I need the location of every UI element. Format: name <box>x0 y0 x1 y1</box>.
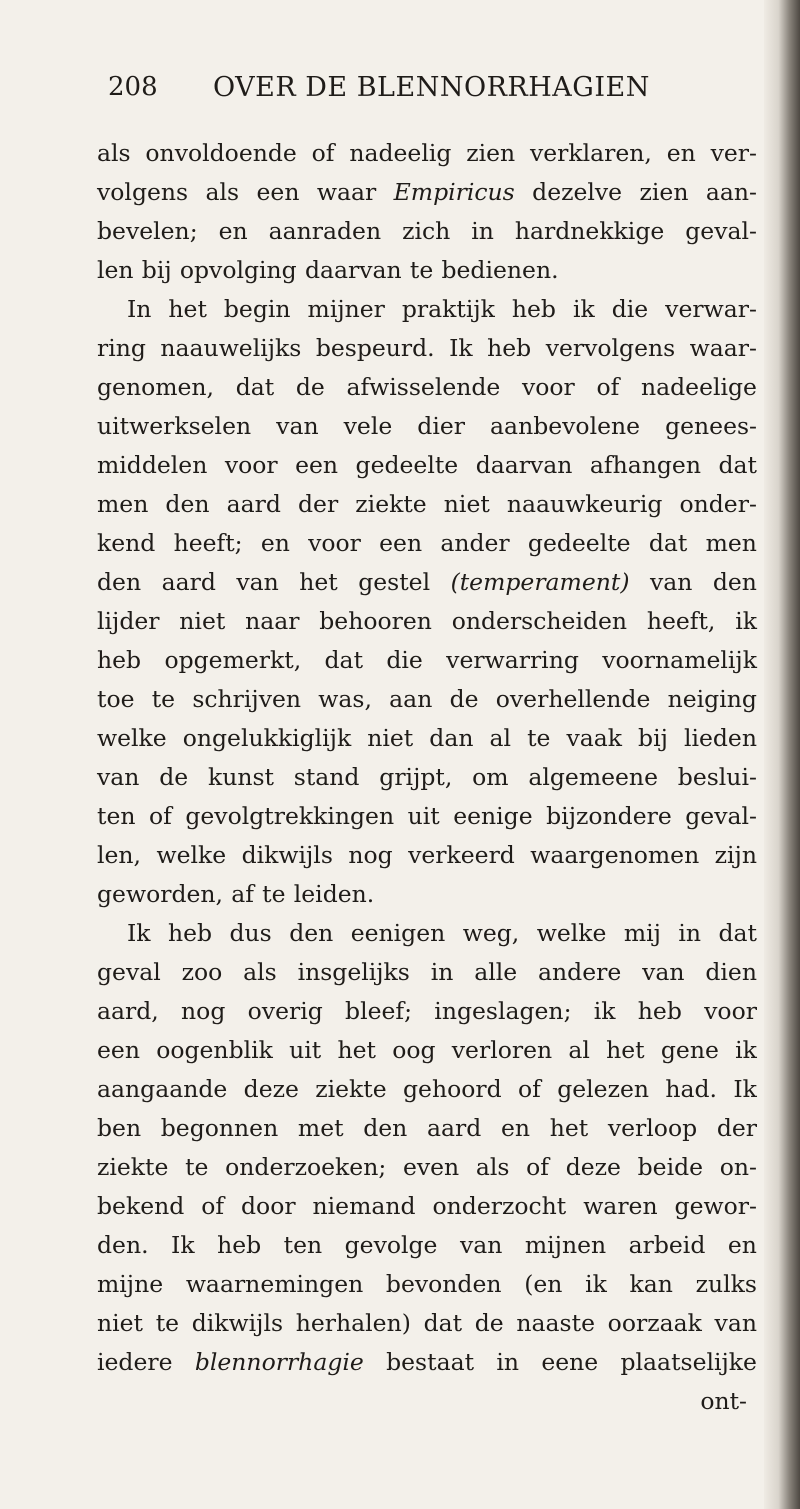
text-line: den. Ik heb ten gevolge van mijnen arbeid en <box>97 1231 757 1259</box>
text-line: bekend of door niemand onderzocht waren gewor- <box>97 1192 757 1220</box>
text-line: aangaande deze ziekte gehoord of gelezen had. Ik <box>97 1075 757 1103</box>
text-line: iedere blennorrhagie bestaat in eene plaatselijke <box>97 1348 757 1376</box>
text-line: middelen voor een gedeelte daarvan afhangen dat <box>97 451 757 479</box>
text-line: ben begonnen met den aard en het verloop der <box>97 1114 757 1142</box>
text-line: van de kunst stand grijpt, om algemeene beslui- <box>97 763 757 791</box>
text-line: In het begin mijner praktijk heb ik die verwar- <box>127 295 757 323</box>
text-line: genomen, dat de afwisselende voor of nadeelige <box>97 373 757 401</box>
text-line: ten of gevolgtrekkingen uit eenige bijzondere geval- <box>97 802 757 830</box>
page-header <box>108 72 758 112</box>
page-edge-shadow <box>764 0 800 1509</box>
text-line: lijder niet naar behooren onderscheiden heeft, ik <box>97 607 757 635</box>
catchword: ont- <box>700 1387 747 1415</box>
text-line: men den aard der ziekte niet naauwkeurig onder- <box>97 490 757 518</box>
running-head: OVER DE BLENNORRHAGIEN <box>213 72 650 103</box>
body-text <box>97 134 757 1421</box>
text-line: volgens als een waar Empiricus dezelve zien aan- <box>97 178 757 206</box>
text-line: aard, nog overig bleef; ingeslagen; ik heb voor <box>97 997 757 1025</box>
text-line: mijne waarnemingen bevonden (en ik kan zulks <box>97 1270 757 1298</box>
text-line: geval zoo als insgelijks in alle andere van dien <box>97 958 757 986</box>
text-line: welke ongelukkiglijk niet dan al te vaak bij lieden <box>97 724 757 752</box>
page-number: 208 <box>108 72 158 102</box>
text-line: ziekte te onderzoeken; even als of deze beide on- <box>97 1153 757 1181</box>
text-line: len bij opvolging daarvan te bedienen. <box>97 256 559 284</box>
text-line: een oogenblik uit het oog verloren al het gene ik <box>97 1036 757 1064</box>
text-line: uitwerkselen van vele dier aanbevolene genees- <box>97 412 757 440</box>
text-line: len, welke dikwijls nog verkeerd waargenomen zijn <box>97 841 757 869</box>
text-line: geworden, af te leiden. <box>97 880 375 908</box>
text-line: als onvoldoende of nadeelig zien verklaren, en ver- <box>97 139 757 167</box>
text-line: den aard van het gestel (temperament) van den <box>97 568 757 596</box>
text-line: toe te schrijven was, aan de overhellende neiging <box>97 685 757 713</box>
text-line: bevelen; en aanraden zich in hardnekkige geval- <box>97 217 757 245</box>
text-line: Ik heb dus den eenigen weg, welke mij in dat <box>127 919 757 947</box>
text-line: heb opgemerkt, dat die verwarring voornamelijk <box>97 646 757 674</box>
text-line: ring naauwelijks bespeurd. Ik heb vervolgens waar- <box>97 334 757 362</box>
text-line: kend heeft; en voor een ander gedeelte dat men <box>97 529 757 557</box>
text-line: niet te dikwijls herhalen) dat de naaste oorzaak van <box>97 1309 757 1337</box>
